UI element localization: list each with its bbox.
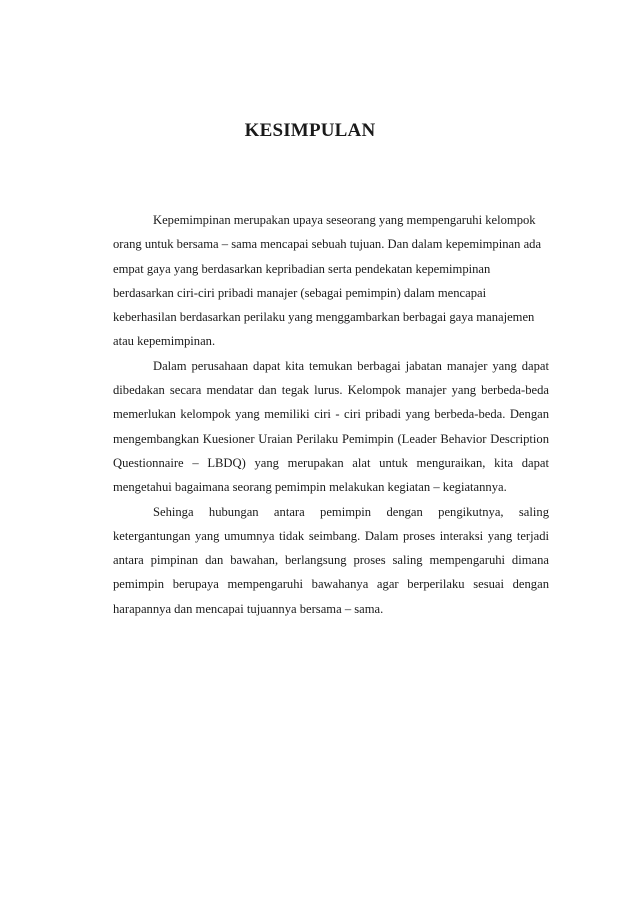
body-text <box>113 208 549 621</box>
paragraph-1: Kepemimpinan merupakan upaya seseorang yang mempengaruhi kelompok orang untuk bersama – sama mencapai sebuah tujuan. Dan dalam kepemimpinan ada empat gaya yang berdasarkan kepribadian serta pendekatan kepemimpinan berdasarkan ciri-ciri pribadi manajer (sebagai pemimpin) dalam mencapai keberhasilan berdasarkan perilaku yang menggambarkan berbagai gaya manajemen atau kepemimpinan. <box>113 213 542 349</box>
paragraph-3: Sehinga hubungan antara pemimpin dengan pengikutnya, saling ketergantungan yang umumnya tidak seimbang. Dalam proses interaksi yang terjadi antara pimpinan dan bawahan, berlangsung proses saling mempengaruhi dimana pemimpin berupaya mempengaruhi bawahanya agar berperilaku sesuai dengan harapannya dan mencapai tujuannya bersama – sama. <box>113 504 549 616</box>
page-title: KESIMPULAN <box>244 120 376 141</box>
paragraph-2: Dalam perusahaan dapat kita temukan berbagai jabatan manajer yang dapat dibedakan secara mendatar dan tegak lurus. Kelompok manajer yang berbeda-beda memerlukan kelompok yang memiliki ciri - ciri pribadi yang berbeda-beda. Dengan mengembangkan Kuesioner Uraian Perilaku Pemimpin (Leader Behavior Description Questionnaire – LBDQ) yang merupakan alat untuk menguraikan, kita dapat mengetahui bagaimana seorang pemimpin melakukan kegiatan – kegiatannya. <box>113 358 549 495</box>
